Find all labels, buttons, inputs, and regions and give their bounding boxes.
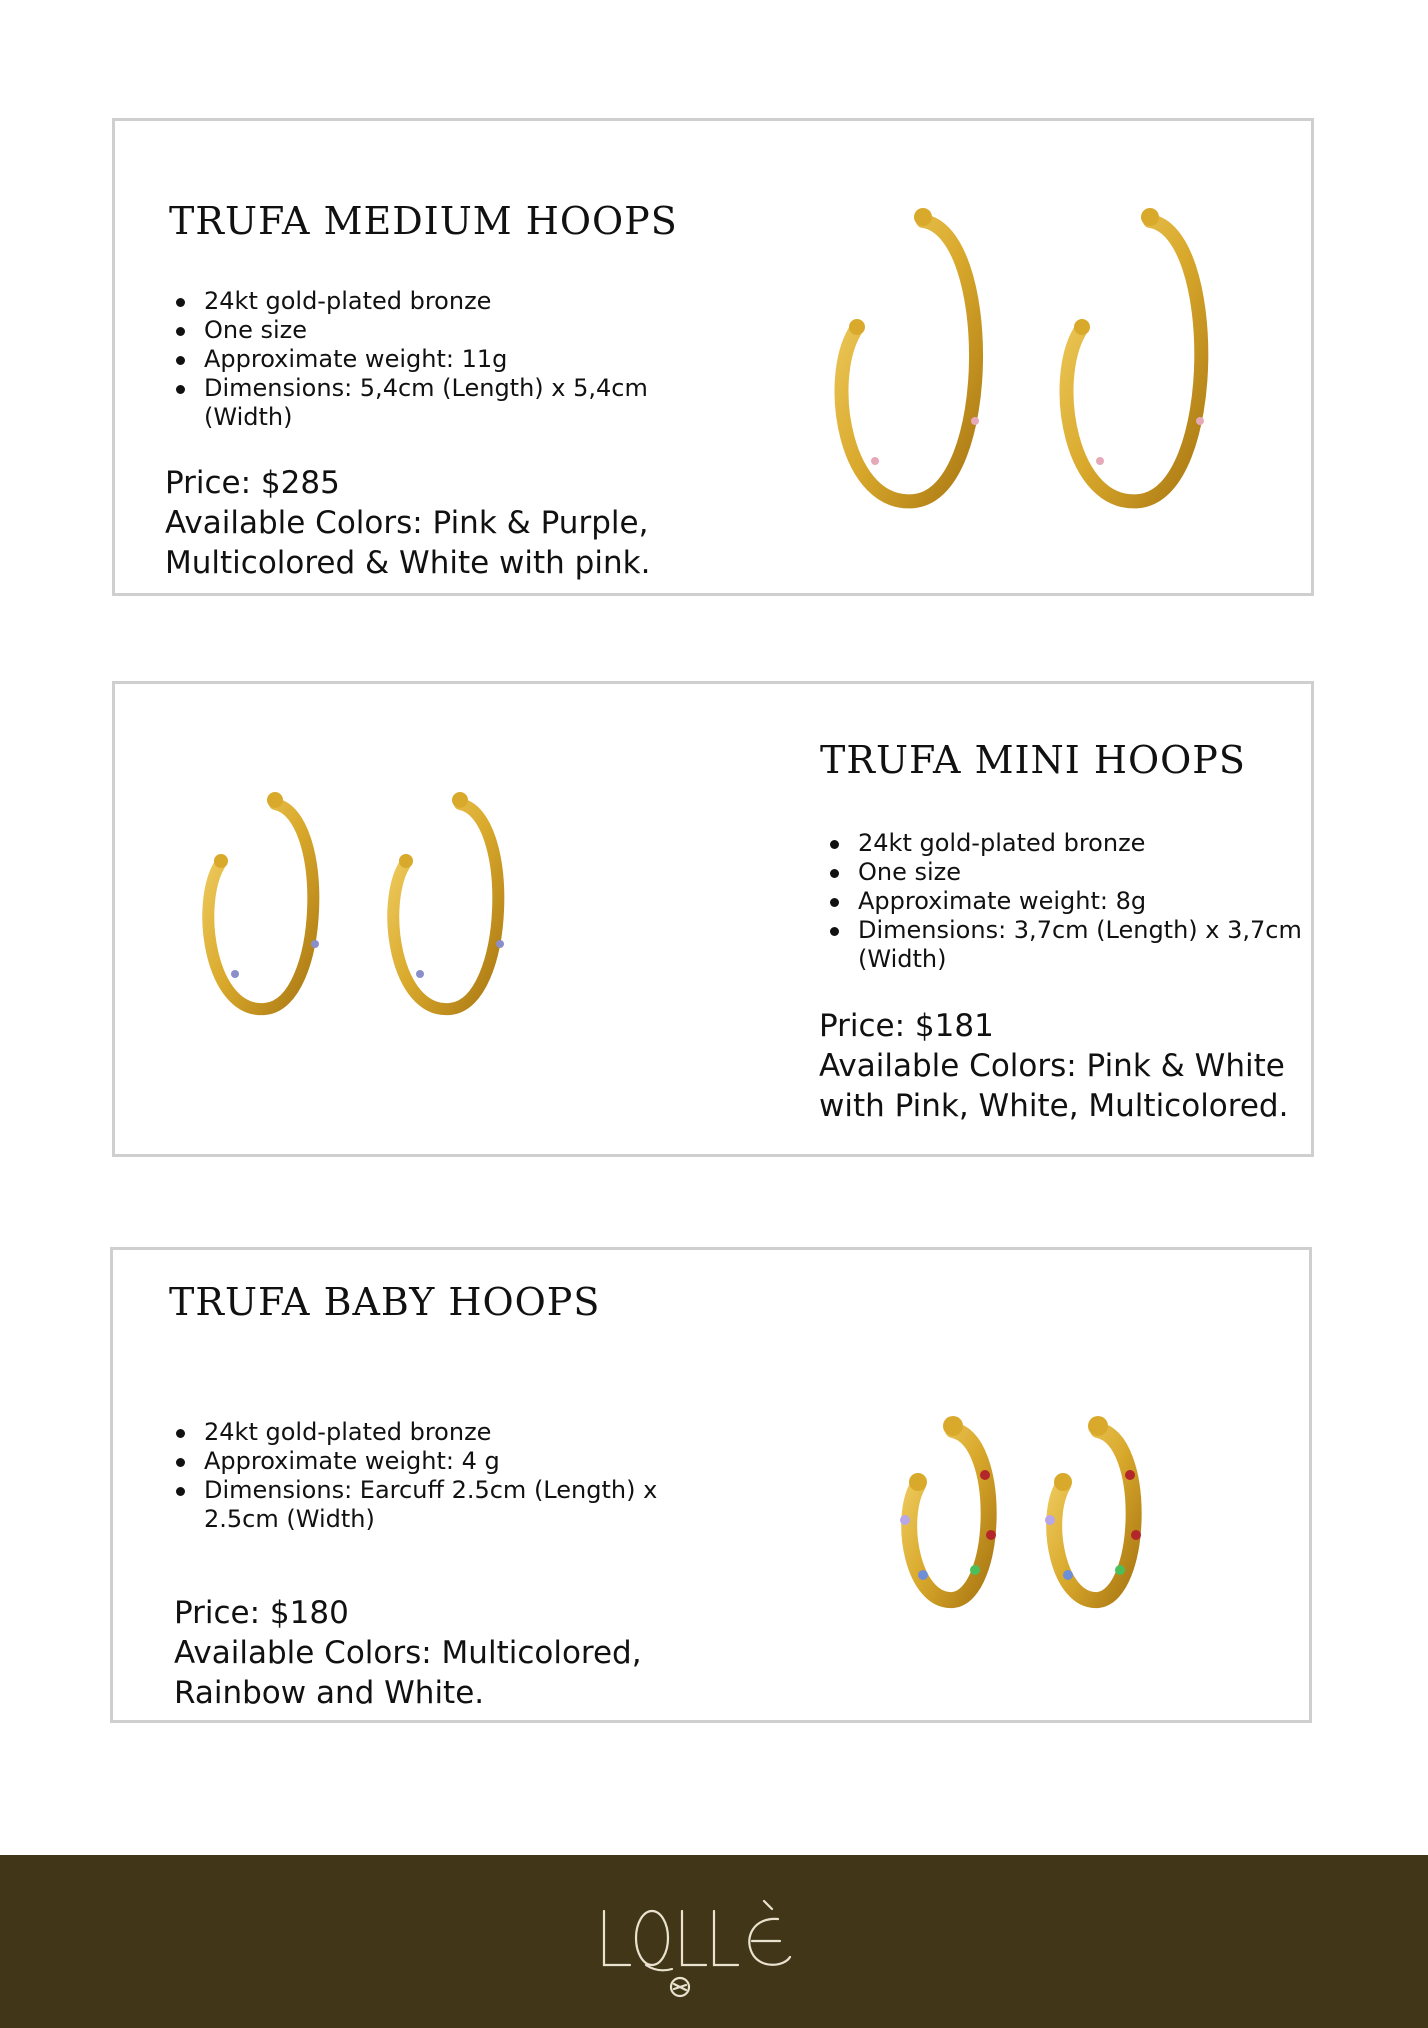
product-title: TRUFA BABY HOOPS — [169, 1280, 601, 1324]
product-colors-line-2: Rainbow and White. — [174, 1675, 485, 1711]
spec-item: 24kt gold-plated bronze — [858, 829, 1302, 858]
product-info — [819, 1006, 1288, 1126]
product-title: TRUFA MINI HOOPS — [820, 738, 1246, 782]
product-colors-line-2: with Pink, White, Multicolored. — [819, 1088, 1289, 1124]
spec-item: Approximate weight: 11g — [204, 345, 648, 374]
product-colors-line-1: Available Colors: Pink & White — [819, 1048, 1285, 1084]
footer — [0, 1855, 1428, 2028]
spec-item: Approximate weight: 4 g — [204, 1447, 657, 1476]
product-specs — [822, 829, 1302, 974]
product-info — [165, 463, 650, 583]
product-title: TRUFA MEDIUM HOOPS — [169, 199, 678, 243]
product-colors-line-1: Available Colors: Multicolored, — [174, 1635, 642, 1671]
product-card-mini — [112, 681, 1314, 1157]
spec-item: Dimensions: 3,7cm (Length) x 3,7cm — [858, 916, 1302, 944]
spec-item: 24kt gold-plated bronze — [204, 287, 648, 316]
spec-item: Dimensions: 5,4cm (Length) x 5,4cm — [204, 374, 648, 402]
spec-item: One size — [858, 858, 1302, 887]
product-specs — [168, 287, 648, 432]
product-price: Price: $181 — [819, 1008, 994, 1044]
spec-item: 24kt gold-plated bronze — [204, 1418, 657, 1447]
product-price: Price: $285 — [165, 465, 340, 501]
hoop-earring-icon — [175, 784, 595, 1044]
spec-item: One size — [204, 316, 648, 345]
product-card-baby — [110, 1247, 1312, 1723]
spec-continuation: (Width) — [858, 945, 947, 973]
spec-item: Dimensions: Earcuff 2.5cm (Length) x — [204, 1476, 658, 1504]
hoop-earring-icon — [805, 191, 1285, 551]
product-info — [174, 1593, 642, 1713]
hoop-earring-icon — [883, 1410, 1203, 1630]
product-card-medium — [112, 118, 1314, 596]
spec-continuation: (Width) — [204, 403, 293, 431]
product-colors-line-2: Multicolored & White with pink. — [165, 545, 651, 581]
brand-logo-icon — [594, 1899, 834, 1999]
product-colors-line-1: Available Colors: Pink & Purple, — [165, 505, 649, 541]
spec-item: Approximate weight: 8g — [858, 887, 1302, 916]
spec-continuation: 2.5cm (Width) — [204, 1505, 375, 1533]
product-specs — [168, 1418, 657, 1534]
product-price: Price: $180 — [174, 1595, 349, 1631]
